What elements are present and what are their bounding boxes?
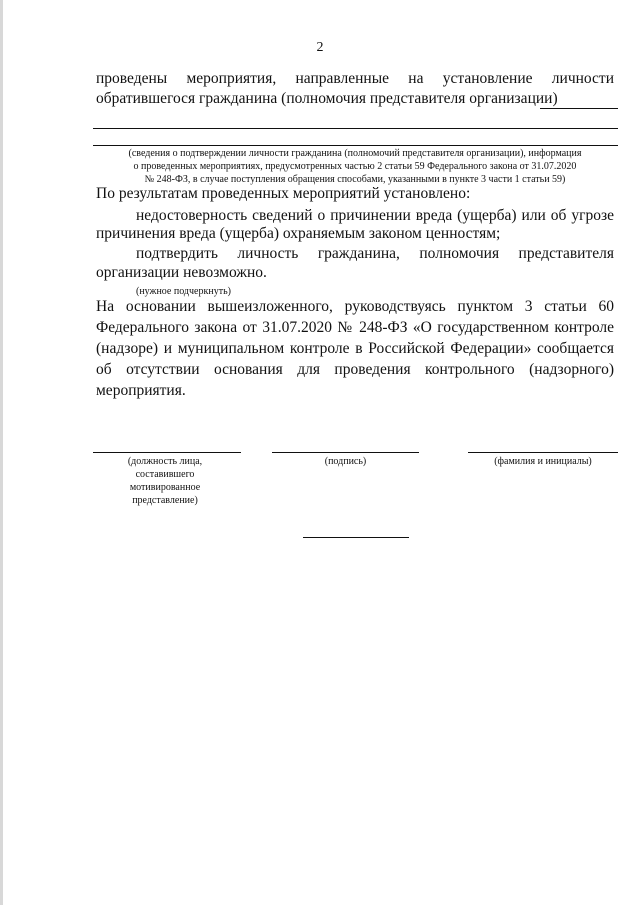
scan-edge [0,0,3,905]
name-sign-line [468,452,618,453]
option1-line-2: причинения вреда (ущерба) охраняемым законом ценностям; [96,225,501,242]
intro-line-1: проведены мероприятия, направленные на установление личности [96,70,614,87]
underline-note: (нужное подчеркнуть) [136,286,231,297]
conclusion-line-5: мероприятия. [96,382,186,399]
option2-line-1: подтвердить личность гражданина, полномочия представителя [136,245,614,262]
position-sign-line [93,452,241,453]
conclusion-line-1: На основании вышеизложенного, руководствуясь пунктом 3 статьи 60 [96,298,614,315]
identity-caption-line-2: о проведенных мероприятиях, предусмотренных частью 2 статьи 59 Федерального закона от 31.07.2020 [133,161,577,172]
identity-fill-line [93,128,618,129]
option1-line-1: недостоверность сведений о причинении вреда (ущерба) или об угрозе [136,207,614,224]
position-caption-line-1: (должность лица, [127,456,203,467]
result-heading: По результатам проведенных мероприятий установлено: [96,185,471,202]
identity-caption-line-3: № 248-ФЗ, в случае поступления обращения способами, указанными в пункте 3 части 1 статьи 59) [144,174,566,185]
intro-line-2: обратившегося гражданина (полномочия представителя организации) [96,90,558,107]
position-caption-line-4: представление) [132,495,198,506]
closing-separator [303,537,409,538]
signature-caption: (подпись) [324,456,367,467]
name-caption: (фамилия и инициалы) [494,456,592,467]
position-caption-line-3: мотивированное [129,482,201,493]
identity-caption [96,147,614,186]
intro-fill-line [540,108,618,109]
page-number: 2 [316,40,324,55]
option2-line-2: организации невозможно. [96,264,267,281]
signature-sign-line [272,452,419,453]
position-caption-line-2: составившего [135,469,195,480]
identity-caption-line [93,145,618,146]
conclusion-line-2: Федерального закона от 31.07.2020 № 248-ФЗ «О государственном контроле [96,319,614,336]
identity-caption-line-1: (сведения о подтверждении личности гражданина (полномочий представителя организации), информация [128,148,582,159]
conclusion-line-4: об отсутствии основания для проведения контрольного (надзорного) [96,361,614,378]
conclusion-line-3: (надзоре) и муниципальном контроле в Российской Федерации» сообщается [96,340,614,357]
position-caption [110,455,220,507]
